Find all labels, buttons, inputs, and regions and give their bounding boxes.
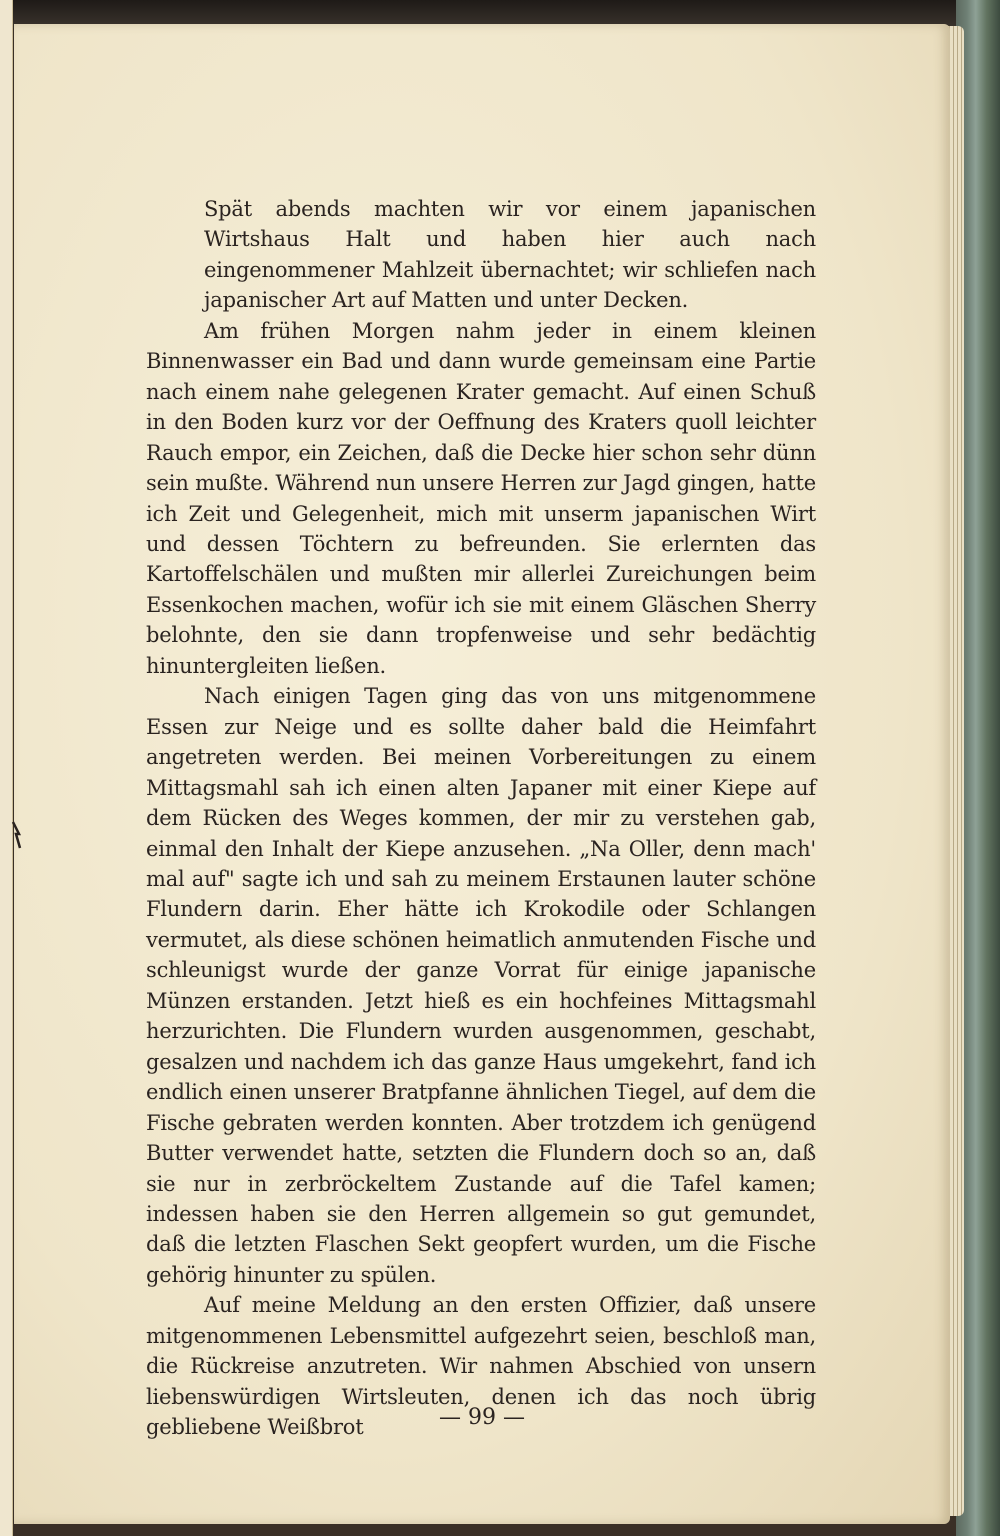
paragraph-2: Am frühen Morgen nahm jeder in einem kleinen Binnenwasser ein Bad und dann wurde gemeinsam eine Partie nach einem nahe gelegenen Krater gemacht. Auf einen Schuß in den Boden kurz vor der Oeffnung des Kraters quoll leichter Rauch empor, ein Zeichen, daß die Decke hier schon sehr dünn sein mußte. Während nun unsere Herren zur Jagd gingen, hatte ich Zeit und Gelegenheit, mich mit unserm japanischen Wirt und dessen Töchtern zu befreunden. Sie erlernten das Kartoffelschälen und mußten mir allerlei Zureichungen beim Essenkochen machen, wofür ich sie mit einem Gläschen Sherry belohnte, den sie dann tropfenweise und sehr bedächtig hinuntergleiten ließen. [146, 318, 816, 678]
page-number [14, 1405, 950, 1430]
paragraph-4: Auf meine Meldung an den ersten Offizier, daß unsere mitgenommenen Lebensmittel aufgezehrt seien, beschloß man, die Rückreise anzutreten. Wir nahmen Abschied von unsern liebenswürdigen Wirtsleuten, denen ich das noch übrig gebliebene Weißbrot [146, 1293, 816, 1440]
body-text [146, 194, 816, 1443]
paragraph-1: Spät abends machten wir vor einem japanischen Wirtshaus Halt und haben hier auch nach eingenommener Mahlzeit übernachtet; wir schliefen nach japanischer Art auf Matten und unter Decken. [204, 197, 816, 313]
margin-ink-mark [10, 820, 22, 850]
left-paper-strip [0, 0, 13, 1536]
paragraph-3: Nach einigen Tagen ging das von uns mitgenommene Essen zur Neige und es sollte daher bald die Heimfahrt angetreten werden. Bei meinen Vorbereitungen zu einem Mittagsmahl sah ich einen alten Japaner mit einer Kiepe auf dem Rücken des Weges kommen, der mir zu verstehen gab, einmal den Inhalt der Kiepe anzusehen. „Na Oller, denn mach' mal auf" sagte ich und sah zu meinem Erstaunen lauter schöne Flundern darin. Eher hätte ich Krokodile oder Schlangen vermutet, als diese schönen heimatlich anmutenden Fische und schleunigst wurde der ganze Vorrat für einige japanische Münzen erstanden. Jetzt hieß es ein hochfeines Mittagsmahl herzurichten. Die Flundern wurden ausgenommen, geschabt, gesalzen und nachdem ich das ganze Haus umgekehrt, fand ich endlich einen unserer Bratpfanne ähnlichen Tiegel, auf dem die Fische gebraten werden konnten. Aber trotzdem ich genügend Butter verwendet hatte, setzten die Flundern doch so an, daß sie nur in zerbröckeltem Zustande auf die Tafel kamen; indessen haben sie den Herren allgemein so gut gemundet, daß die letzten Flaschen Sekt geopfert wurden, um die Fische gehörig hinunter zu spülen. [146, 684, 816, 1287]
page-number-text: — 99 — [439, 1405, 525, 1430]
paper-page [14, 24, 950, 1524]
